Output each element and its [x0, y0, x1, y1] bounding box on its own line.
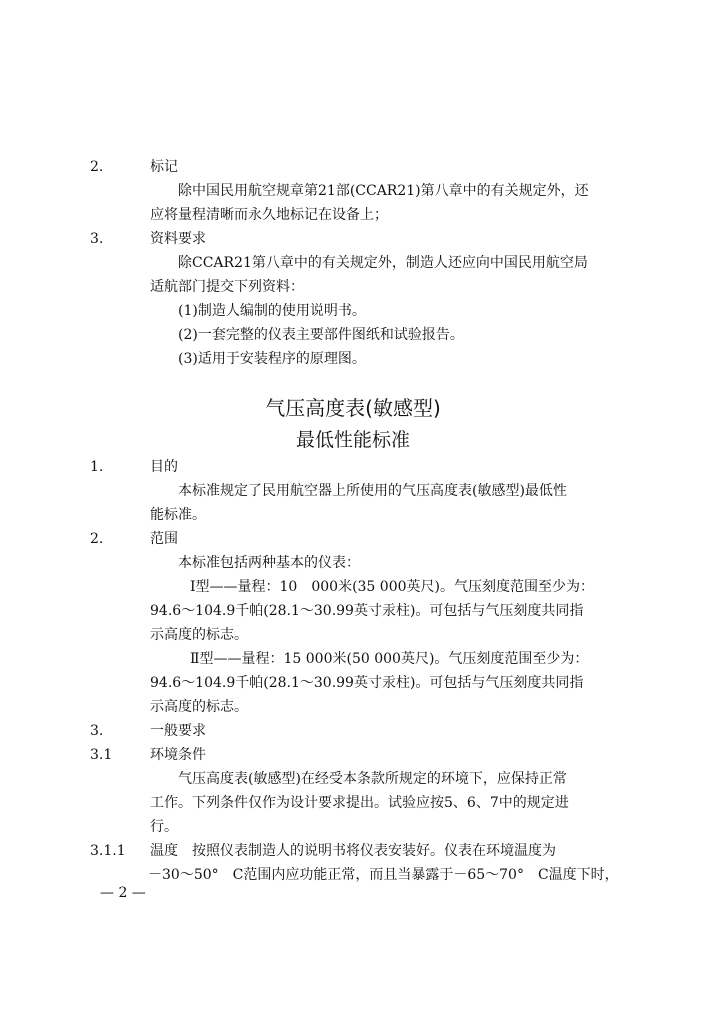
paragraph-line: 适航部门提交下列资料： — [150, 279, 304, 295]
paragraph-line: Ⅰ型——量程：10 000米(35 000英尺)。气压刻度范围至少为： — [190, 579, 594, 595]
paragraph-line: 气压高度表(敏感型)在经受本条款所规定的环境下，应保持正常 — [178, 771, 567, 787]
paragraph-line: 工作。下列条件仅作为设计要求提出。试验应按5、6、7中的规定进 — [150, 795, 569, 811]
section-number: 3.1.1 — [90, 843, 126, 859]
paragraph-line: 除CCAR21第八章中的有关规定外，制造人还应向中国民用航空局 — [178, 255, 588, 271]
section-number: 3. — [90, 723, 104, 739]
section-number: 1. — [90, 459, 104, 475]
paragraph-line: 示高度的标志。 — [150, 699, 248, 715]
section-heading: 资料要求 — [150, 231, 206, 247]
section-heading: 标记 — [150, 159, 178, 175]
section-heading: 目的 — [150, 459, 178, 475]
paragraph-line: －30～50° C范围内应功能正常，而且当暴露于－65～70° C温度下时， — [148, 867, 619, 883]
page-number: — 2 — — [100, 885, 146, 901]
paragraph-line: 本标准规定了民用航空器上所使用的气压高度表(敏感型)最低性 — [178, 483, 567, 499]
section-number: 2. — [90, 531, 104, 547]
paragraph-line: 应将量程清晰而永久地标记在设备上； — [150, 207, 388, 223]
section-number: 3. — [90, 231, 104, 247]
paragraph-line: 94.6～104.9千帕(28.1～30.99英寸汞柱)。可包括与气压刻度共同指 — [150, 603, 584, 619]
paragraph-line: 行。 — [150, 819, 178, 835]
paragraph-line: 本标准包括两种基本的仪表： — [178, 555, 360, 571]
section-heading: 环境条件 — [150, 747, 206, 763]
section-heading: 范围 — [150, 531, 178, 547]
list-item: (3)适用于安装程序的原理图。 — [178, 351, 366, 367]
paragraph-line: 94.6～104.9千帕(28.1～30.99英寸汞柱)。可包括与气压刻度共同指 — [150, 675, 584, 691]
paragraph-line: Ⅱ型——量程：15 000米(50 000英尺)。气压刻度范围至少为： — [190, 651, 589, 667]
section-heading: 一般要求 — [150, 723, 206, 739]
list-item: (2)一套完整的仪表主要部件图纸和试验报告。 — [178, 327, 464, 343]
list-item: (1)制造人编制的使用说明书。 — [178, 303, 366, 319]
section-number: 2. — [90, 159, 104, 175]
document-title: 气压高度表(敏感型) — [265, 396, 441, 420]
paragraph-line: 能标准。 — [150, 507, 206, 523]
section-number: 3.1 — [90, 747, 113, 763]
paragraph-line: 温度 按照仪表制造人的说明书将仪表安装好。仪表在环境温度为 — [150, 843, 556, 859]
paragraph-line: 示高度的标志。 — [150, 627, 248, 643]
paragraph-line: 除中国民用航空规章第21部(CCAR21)第八章中的有关规定外，还 — [178, 183, 589, 199]
document-subtitle: 最低性能标准 — [295, 429, 410, 451]
